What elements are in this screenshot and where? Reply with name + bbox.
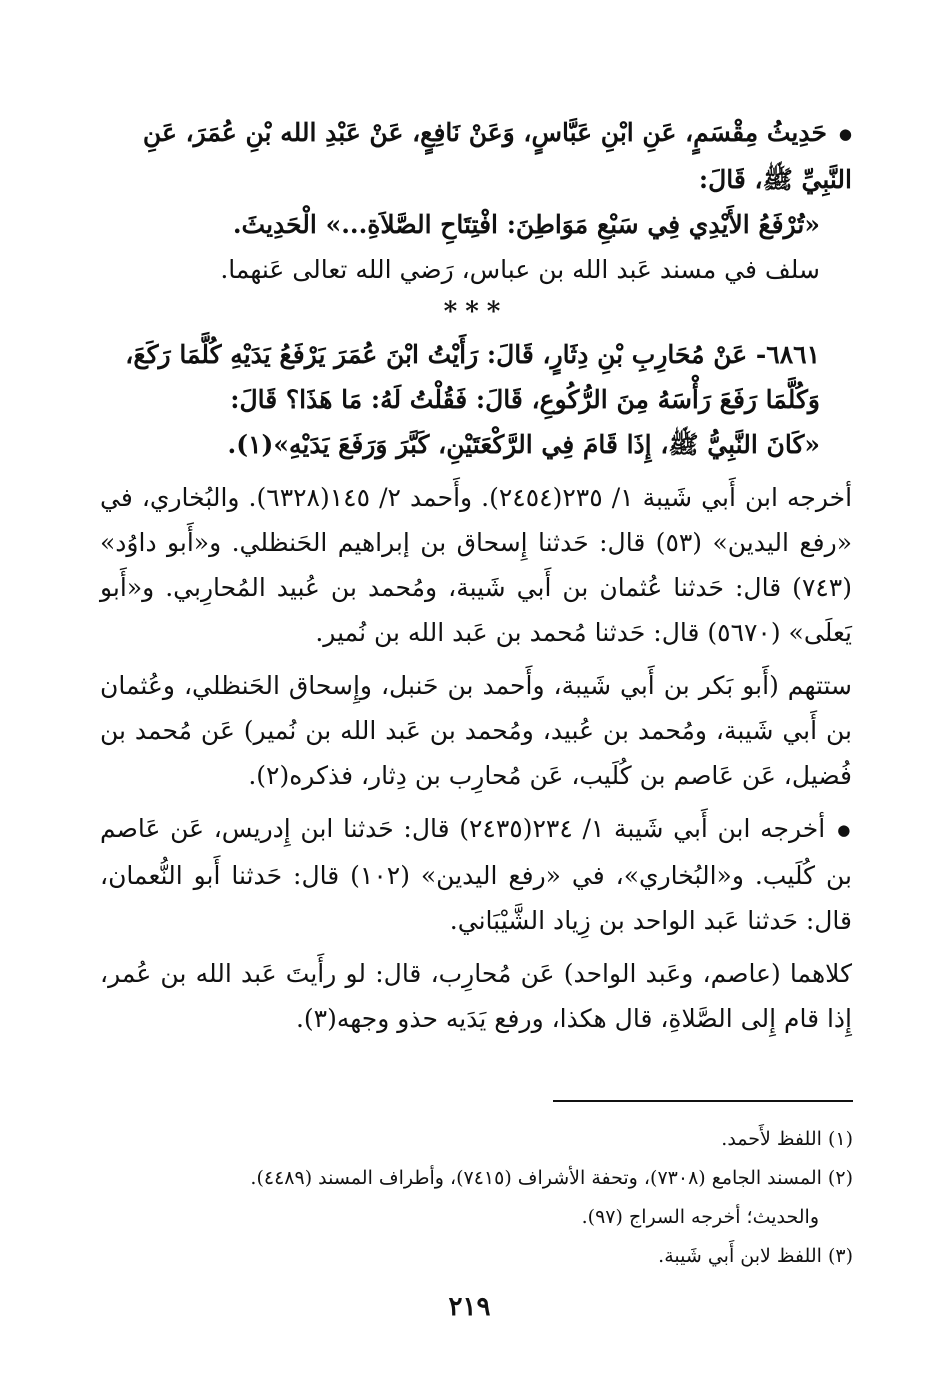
footnote-3: (٣) اللفظ لابن أَبي شَيبة. (658, 1245, 853, 1267)
hadith-heading-line2: النَّبِيِّ ﷺ، قَالَ: (698, 165, 852, 194)
footnotes (93, 1120, 853, 1276)
cross-reference-note: سلف في مسند عَبد الله بن عباس، رَضي الله تعالى عَنهما. (220, 255, 820, 284)
hadith-heading (100, 110, 852, 202)
footnote-2-continuation: والحديث؛ أخرجه السراج (٩٧). (581, 1206, 819, 1228)
hadith-heading-line1: حَدِيثُ مِقْسَمٍ، عَنِ ابْنِ عَبَّاسٍ، وَعَنْ نَافِعٍ، عَنْ عَبْدِ الله بْنِ عُمَرَ، عَنِ (142, 118, 827, 147)
footnote-2: (٢) المسند الجامع (٧٣٠٨)، وتحفة الأشراف (٧٤١٥)، وأطراف المسند (٤٤٨٩). (250, 1167, 853, 1189)
hadith-6861-text (100, 332, 852, 422)
kilahuma-paragraph: كلاهما (عاصم، وعَبد الواحد) عَن مُحارِب، قال: لو رأَيتَ عَبد الله بن عُمر، إِذا قام إِلى الصَّلاةِ، قال هكذا، ورفع يَدَيه حذو وجهه(٣). (100, 959, 852, 1033)
takhrij-paragraph-2: ● أخرجه ابن أَبي شَيبة ١/ ٢٣٤(٢٤٣٥) قال: حَدثنا ابن إِدريس، عَن عَاصم بن كُلَيب. و«البُخاري»، في «رفع اليدين» (١٠٢) قال: حَدثنا أَبو النُّعمان، قال: حَدثنا عَبد الواحد بن زِياد الشَّيْبَاني. (100, 806, 852, 943)
isnad-summary-paragraph: ستتهم (أَبو بَكر بن أَبي شَيبة، وأَحمد بن حَنبل، وإِسحاق الحَنظلي، وعُثمان بن أَبي شَيبة، ومُحمد بن عُبيد، ومُحمد بن عَبد الله بن نُمير) عَن مُحمد بن فُضيل، عَن عَاصم بن كُلَيب، عَن مُحارِب بن دِثار، فذكره(٢). (100, 671, 852, 790)
footnote-divider (553, 1100, 853, 1102)
takhrij-paragraph-1: أخرجه ابن أَبي شَيبة ١/ ٢٣٥(٢٤٥٤). وأَحمد ٢/ ١٤٥(٦٣٢٨). والبُخاري، في «رفع اليدين» (٥٣) قال: حَدثنا إِسحاق بن إبراهيم الحَنظلي. و«أَبو داوُد» (٧٤٣) قال: حَدثنا عُثمان بن أَبي شَيبة، ومُحمد بن عُبيد المُحارِبي. و«أَبو يَعلَى» (٥٦٧٠) قال: حَدثنا مُحمد بن عَبد الله بن نُمير. (100, 483, 853, 647)
section-separator: *** (443, 297, 509, 327)
hadith-quote: «تُرْفَعُ الأَيْدِي فِي سَبْعِ مَوَاطِنَ: افْتِتَاحِ الصَّلاَةِ...» الْحَدِيثَ. (232, 210, 820, 239)
page-body (100, 110, 852, 1041)
footnote-1: (١) اللفظ لأَحمد. (721, 1128, 853, 1150)
hadith-6861-line2: وَكُلَّمَا رَفَعَ رَأْسَهُ مِنَ الرُّكُوعِ، قَالَ: فَقُلْتُ لَهُ: مَا هَذَا؟ قَالَ: (230, 385, 820, 414)
hadith-6861-line1: ٦٨٦١- عَنْ مُحَارِبِ بْنِ دِثَارٍ، قَالَ: رَأَيْتُ ابْنَ عُمَرَ يَرْفَعُ يَدَيْهِ كُلَّمَا رَكَعَ، (125, 340, 820, 369)
hadith-6861-quote: «كَانَ النَّبِيُّ ﷺ، إِذَا قَامَ فِي الرَّكْعَتَيْنِ، كَبَّرَ وَرَفَعَ يَدَيْهِ»(١). (227, 430, 820, 459)
page-number: ٢١٩ (448, 1292, 491, 1322)
